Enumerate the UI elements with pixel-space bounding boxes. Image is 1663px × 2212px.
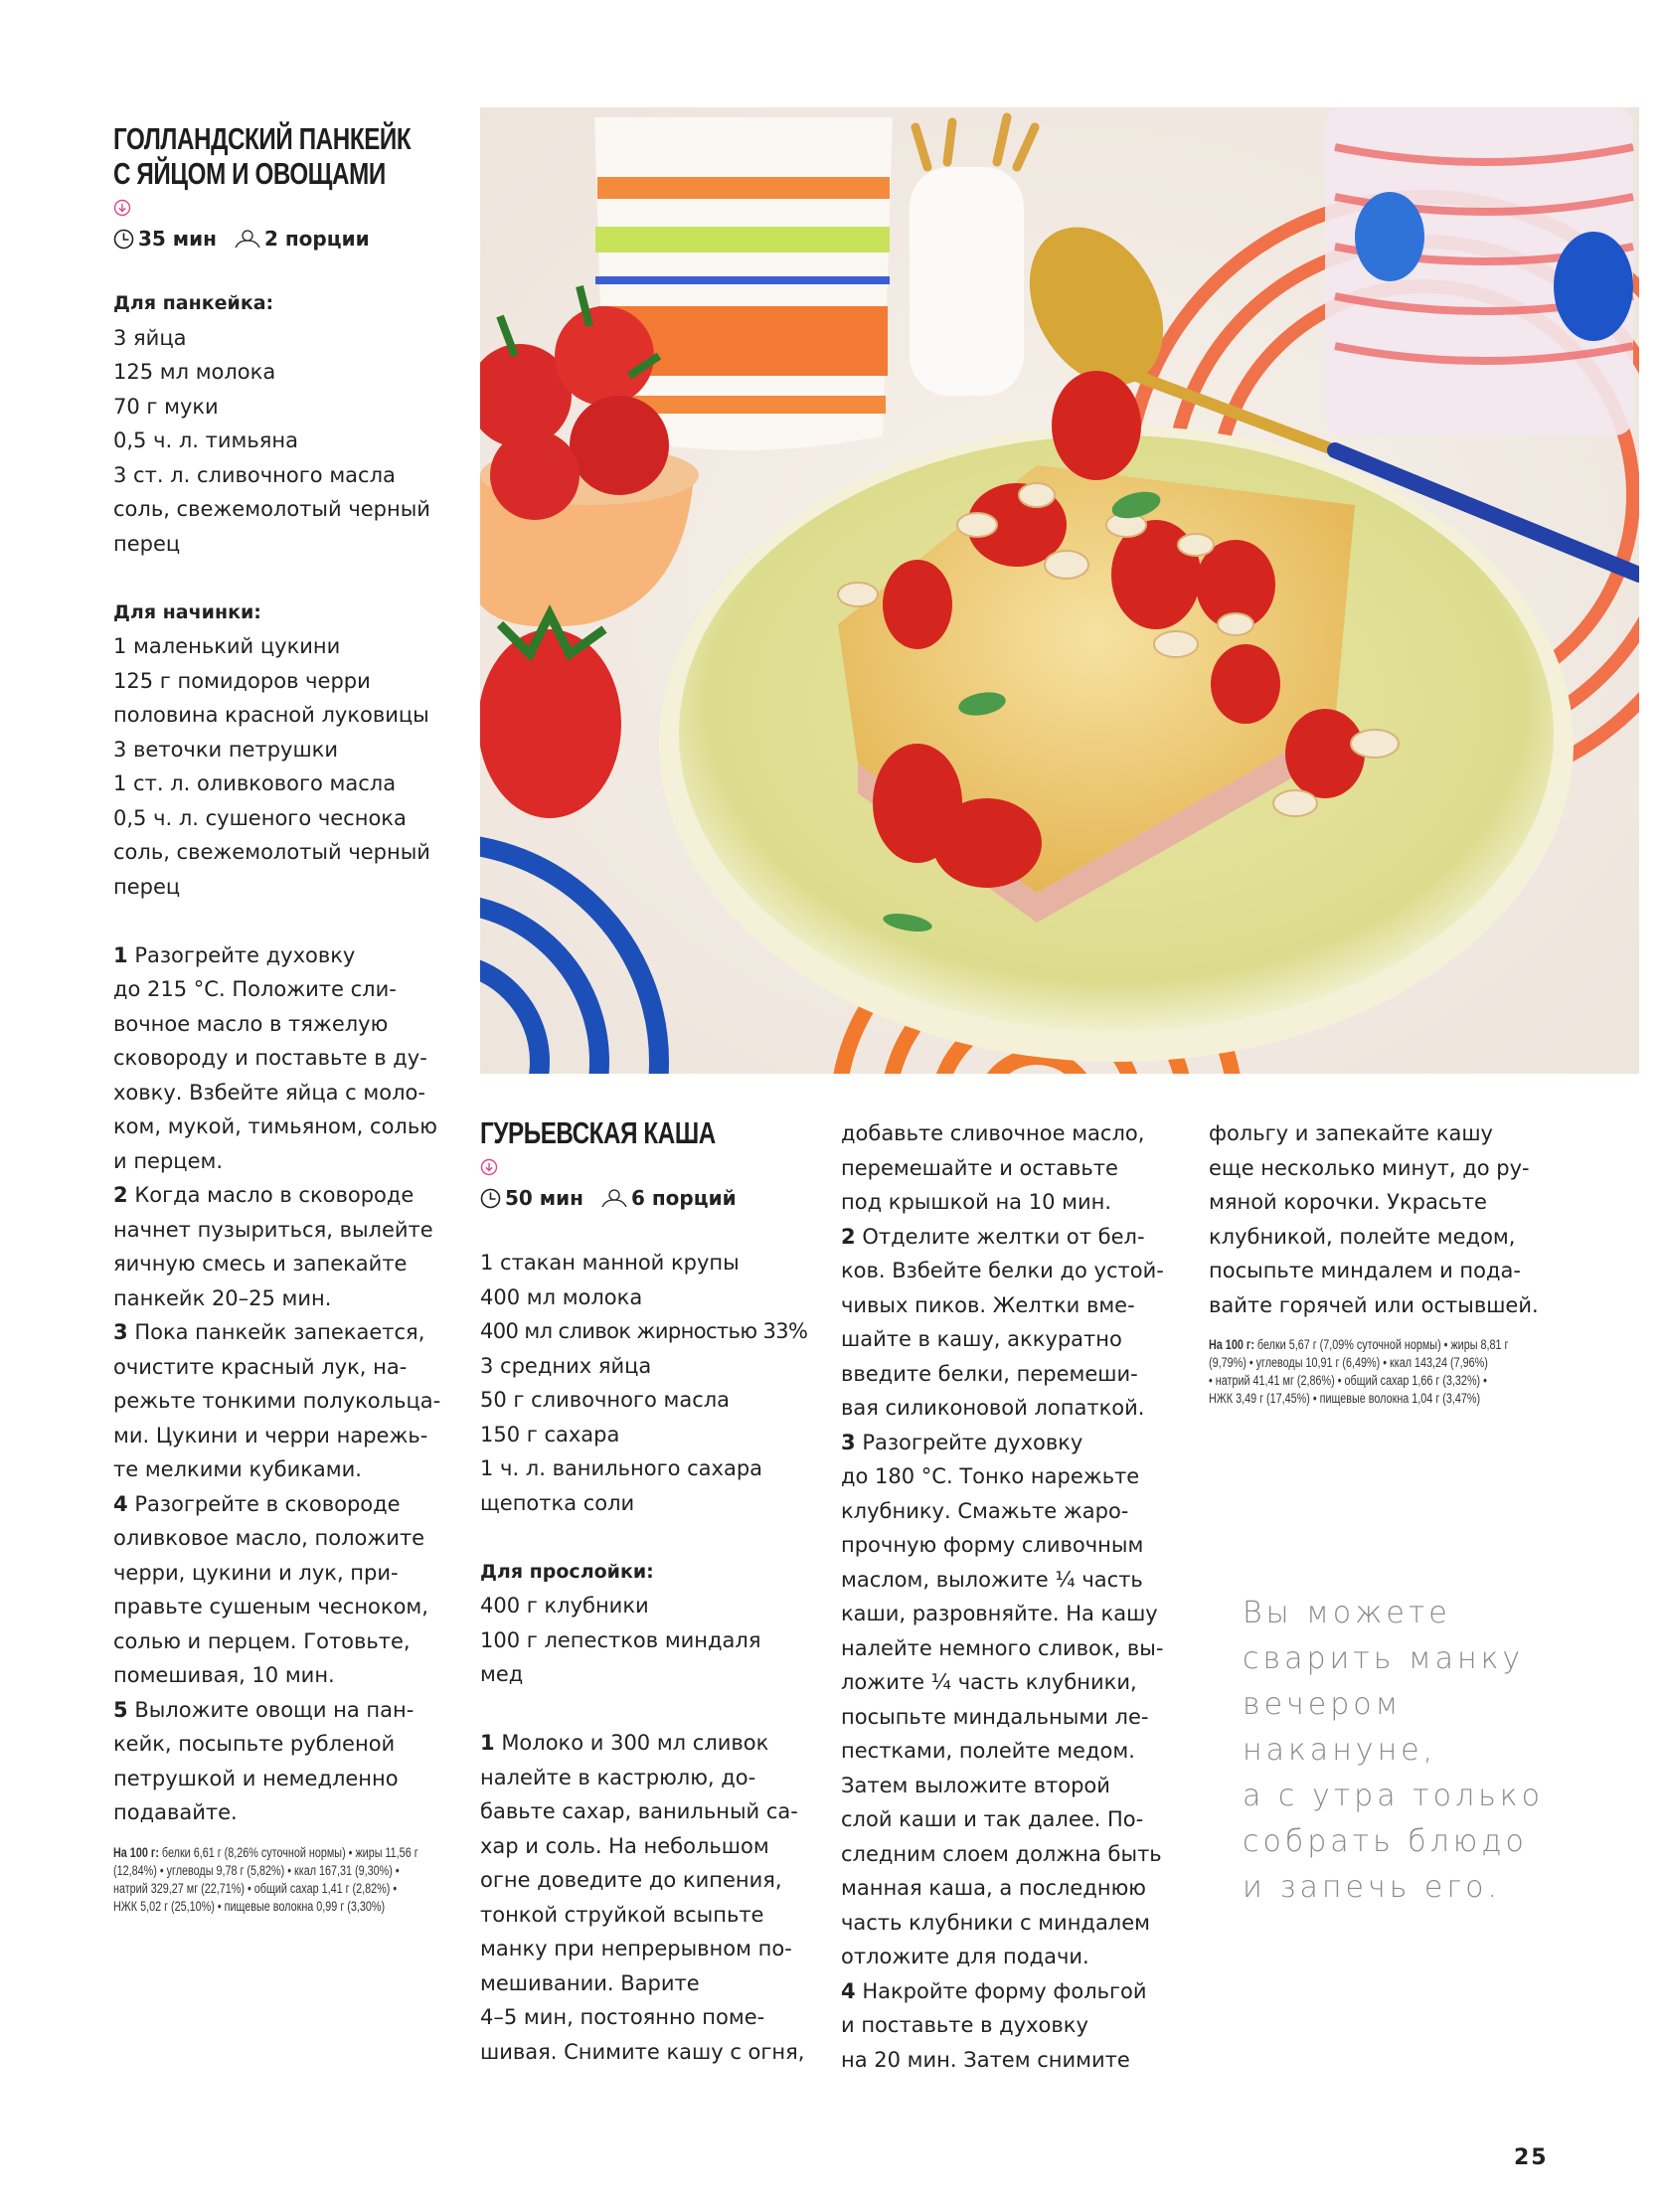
step: 3 Разогрейте духовку [841, 1430, 1083, 1454]
clock-icon [113, 229, 134, 250]
ingredient: 400 мл сливок жирностью 33% [480, 1319, 808, 1343]
recipe-2 [480, 1115, 818, 2069]
dish-illustration [480, 107, 1639, 1074]
person-icon [235, 229, 260, 249]
ingredient: мед [480, 1662, 524, 1686]
clock-icon [480, 1188, 501, 1209]
ingredient: 1 маленький цукини [113, 634, 341, 658]
ingredient: соль, свежемолотый черный [113, 840, 430, 864]
ingredient: щепотка соли [480, 1490, 635, 1515]
ingredient: 3 яйца [113, 325, 187, 350]
ingredient: 100 г лепестков миндаля [480, 1627, 761, 1652]
servings: 6 порций [630, 1186, 737, 1210]
title-line-1: ГОЛЛАНДСКИЙ ПАНКЕЙК [113, 121, 412, 156]
ingredients-heading: Для панкейка: [113, 292, 274, 314]
cook-time: 50 мин [505, 1186, 583, 1210]
ingredient: 70 г муки [113, 394, 219, 419]
tip-quote: Вы можете сварить манку вечером накануне, а с утра только собрать блюдо и запечь его. [1243, 1596, 1544, 1905]
title-line-2: С ЯЙЦОМ И ОВОЩАМИ [113, 156, 386, 191]
person-icon [601, 1188, 627, 1208]
recipe-2-title: ГУРЬЕВСКАЯ КАША [480, 1115, 716, 1150]
ingredient: 0,5 ч. л. тимьяна [113, 428, 298, 452]
ingredients-heading: Для прослойки: [480, 1560, 654, 1583]
ingredient: перец [113, 874, 181, 899]
servings: 2 порции [263, 227, 370, 251]
ingredient: 50 г сливочного масла [480, 1388, 731, 1412]
nutrition-facts: На 100 г: белки 6,61 г (8,26% суточной нормы) • жиры 11,56 г (12,84%) • углеводы 9,78 г (5,82%) • ккал 167,31 (9,30%) • натрий 329,27 мг (22,71%) • общий сахар 1,41 г (2,82%) • НЖК 5,02 г (25,10%) • пищевые волокна 0,99 г (3,30%) [113, 1844, 418, 1914]
download-circle-icon[interactable] [113, 199, 131, 217]
ingredient: 150 г сахара [480, 1422, 620, 1446]
download-circle-icon[interactable] [480, 1158, 498, 1176]
nutrition-facts: На 100 г: белки 5,67 г (7,09% суточной нормы) • жиры 8,81 г (9,79%) • углеводы 10,91 г (6,49%) • ккал 143,24 (7,96%) • натрий 41,41 мг (2,86%) • общий сахар 1,66 г (3,32%) • НЖК 3,49 г (17,45%) • пищевые волокна 1,04 г (3,47%) [1209, 1337, 1509, 1406]
ingredient: 3 ст. л. сливочного масла [113, 462, 396, 487]
recipe-2-meta [480, 1186, 818, 1210]
ingredient: 3 веточки петрушки [113, 737, 339, 762]
ingredient: 3 средних яйца [480, 1353, 652, 1378]
ingredient: 1 стакан манной крупы [480, 1251, 740, 1275]
step: 5 Выложите овощи на пан- [113, 1697, 415, 1722]
ingredient: соль, свежемолотый черный [113, 497, 430, 521]
step: 4 Разогрейте в сковороде [113, 1491, 401, 1516]
dish-photo [480, 107, 1639, 1074]
ingredient: перец [113, 531, 181, 556]
ingredient: 1 ч. л. ванильного сахара [480, 1456, 763, 1480]
ingredient: 125 мл молока [113, 360, 276, 384]
step: 4 Накройте форму фольгой [841, 1978, 1147, 2003]
step: 2 Когда масло в сковороде [113, 1183, 415, 1207]
recipe-1-meta [113, 227, 451, 251]
step: 3 Пока панкейк запекается, [113, 1320, 425, 1344]
ingredients-kasha: 1 стакан манной крупы 400 мл молока 400 мл сливок жирностью 33% 3 средних яйца 50 г сливочного масла 150 г сахара 1 ч. л. ванильного сахара щепотка соли Для прослойки: 400 г клубники 100 г лепестков миндаля мед 1 Молоко и 300 мл сливок налейте в кастрюлю, до- бавьте сахар, ванильный са- хар и соль. На небольшом огне доведите до кипения, тонкой струйкой всыпьте манку при непрерывном по- мешивании. Варите 4–5 мин, постоянно поме- шивая. Снимите кашу с огня, [480, 1246, 818, 2069]
ingredient: 1 ст. л. оливкового масла [113, 771, 397, 795]
ingredient: 400 г клубники [480, 1594, 649, 1617]
ingredient: 125 г помидоров черри [113, 668, 371, 693]
cook-time: 35 мин [138, 227, 217, 251]
ingredients-pancake: Для панкейка: 3 яйца 125 мл молока 70 г муки 0,5 ч. л. тимьяна 3 ст. л. сливочного масла соль, свежемолотый черный перец Для начинки: 1 маленький цукини 125 г помидоров черри половина красной луковицы 3 веточки петрушки 1 ст. л. оливкового масла 0,5 ч. л. сушеного чеснока соль, свежемолотый черный перец 1 Разогрейте духовку до 215 °С. Положите сли- вочное масло в тяжелую сковороду и поставьте в ду- ховку. Взбейте яйца с моло- ком, мукой, тимьяном, солью и перцем. 2 Когда масло в сковороде начнет пузыриться, вылейте яичную смесь и запекайте панкейк 20–25 мин. 3 Пока панкейк запекается, очистите красный лук, на- режьте тонкими полукольца- ми. Цукини и черри нарежь- те мелкими кубиками. 4 Разогрейте в сковороде оливковое масло, положите черри, цукини и лук, при- правьте сушеным чесноком, солью и перцем. Готовьте, помешивая, 10 мин. 5 Выложите овощи на пан- кейк, посыпьте рубленой петрушкой и немедленно подавайте. [113, 286, 451, 1830]
page-number: 25 [1514, 2145, 1549, 2170]
recipe-1-title [113, 121, 412, 191]
ingredients-heading: Для начинки: [113, 600, 261, 623]
recipe-1 [113, 121, 451, 1916]
recipe-2-steps-col2: добавьте сливочное масло, перемешайте и оставьте под крышкой на 10 мин. 2 Отделите желтки от бел- ков. Взбейте белки до устой- чивых пиков. Желтки вме- шайте в кашу, аккуратно введите белки, перемеши- вая силиконовой лопаткой. 3 Разогрейте духовку до 180 °С. Тонко нарежьте клубнику. Смажьте жаро- прочную форму сливочным маслом, выложите ¼ часть каши, разровняйте. На кашу налейте немного сливок, вы- ложите ¼ часть клубники, посыпьте миндальными ле- пестками, полейте медом. Затем выложите второй слой каши и так далее. По- следним слоем должна быть манная каша, а последнюю часть клубники с миндалем отложите для подачи. 4 Накройте форму фольгой и поставьте в духовку на 20 мин. Затем снимите [841, 1116, 1179, 2077]
ingredient: половина красной луковицы [113, 703, 429, 727]
step: 1 Разогрейте духовку [113, 942, 356, 967]
ingredient: 0,5 ч. л. сушеного чеснока [113, 805, 407, 830]
recipe-2-steps-col3: фольгу и запекайте кашу еще несколько минут, до ру- мяной корочки. Украсьте клубникой, полейте медом, посыпьте миндалем и пода- вайте горячей или остывшей. На 100 г: белки 5,67 г (7,09% суточной нормы) • жиры 8,81 г (9,79%) • углеводы 10,91 г (6,49%) • ккал 143,24 (7,96%) • натрий 41,41 мг (2,86%) • общий сахар 1,66 г (3,32%) • НЖК 3,49 г (17,45%) • пищевые волокна 1,04 г (3,47%) [1209, 1121, 1539, 1406]
step: 1 Молоко и 300 мл сливок [480, 1731, 769, 1755]
ingredient: 400 мл молока [480, 1284, 643, 1309]
step: 2 Отделите желтки от бел- [841, 1224, 1145, 1249]
